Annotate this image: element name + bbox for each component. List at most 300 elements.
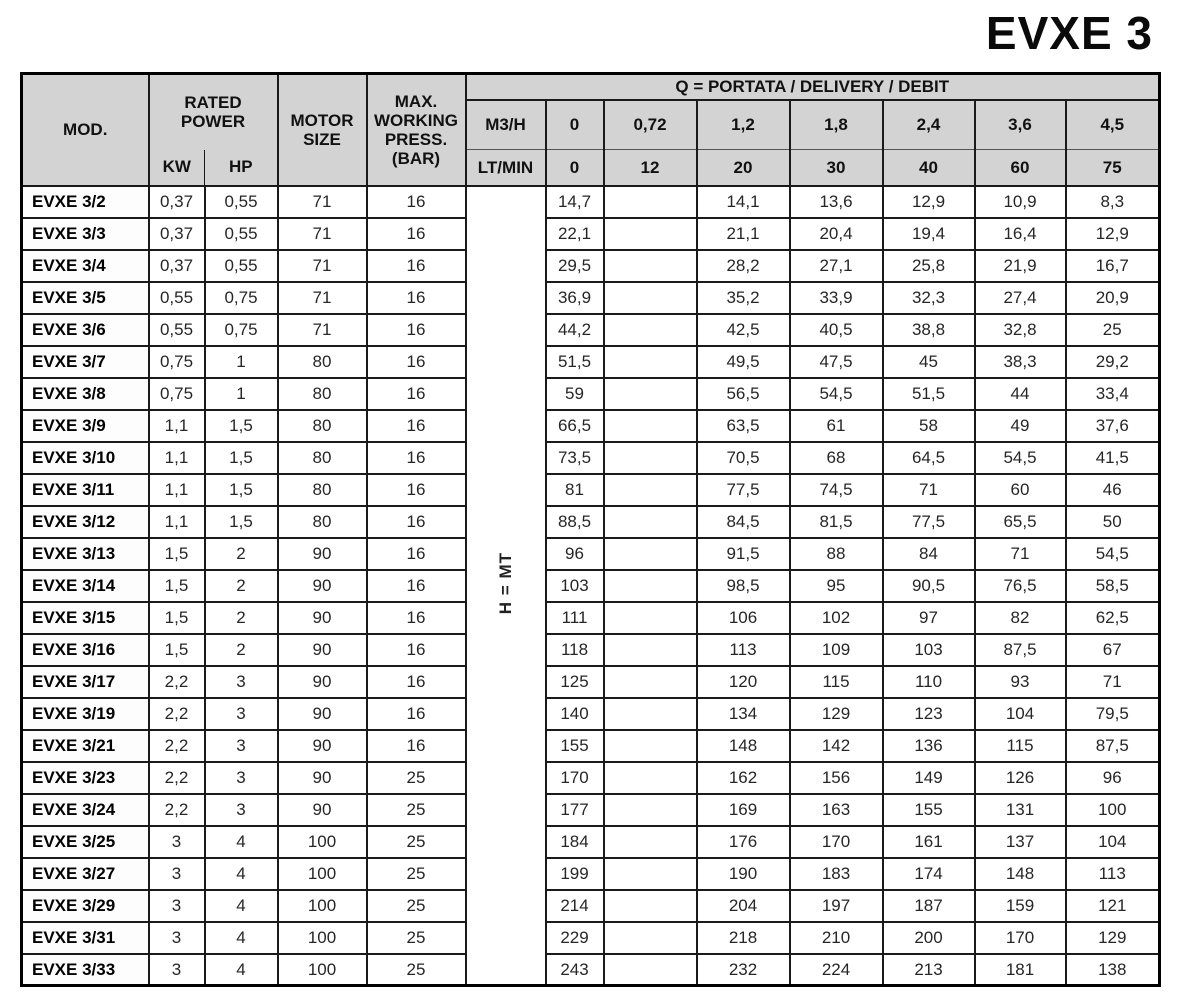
h-value-cell (604, 474, 697, 506)
max-press-cell: 16 (367, 474, 466, 506)
table-row (22, 346, 1160, 378)
model-cell: EVXE 3/5 (22, 282, 149, 314)
hp-cell: 1 (205, 346, 278, 378)
h-value-cell: 36,9 (546, 282, 604, 314)
h-value-cell: 199 (546, 858, 604, 890)
kw-cell: 1,1 (149, 506, 205, 538)
model-cell: EVXE 3/15 (22, 602, 149, 634)
h-value-cell: 197 (790, 890, 883, 922)
h-value-cell (604, 954, 697, 986)
col-header-motor-size: MOTOR SIZE (278, 74, 367, 186)
col-header-mod: MOD. (22, 74, 149, 186)
h-value-cell: 102 (790, 602, 883, 634)
max-press-cell: 16 (367, 282, 466, 314)
h-value-cell: 16,7 (1066, 250, 1160, 282)
max-press-cell: 25 (367, 762, 466, 794)
motor-size-cell: 90 (278, 538, 367, 570)
pump-data-table (20, 72, 1161, 987)
h-value-cell: 200 (883, 922, 975, 954)
h-value-cell (604, 794, 697, 826)
table-row (22, 698, 1160, 730)
model-cell: EVXE 3/33 (22, 954, 149, 986)
h-value-cell (604, 698, 697, 730)
ltmin-value-cell: 40 (883, 150, 975, 186)
m3h-value-cell: 0 (546, 100, 604, 150)
motor-size-cell: 71 (278, 186, 367, 218)
model-cell: EVXE 3/29 (22, 890, 149, 922)
page-title: EVXE 3 (985, 7, 1153, 59)
h-value-cell: 54,5 (975, 442, 1066, 474)
max-press-cell: 16 (367, 730, 466, 762)
h-value-cell: 129 (1066, 922, 1160, 954)
motor-size-cell: 90 (278, 794, 367, 826)
h-value-cell: 148 (697, 730, 790, 762)
table-row (22, 250, 1160, 282)
hp-cell: 4 (205, 922, 278, 954)
h-value-cell: 70,5 (697, 442, 790, 474)
h-value-cell (604, 410, 697, 442)
max-press-cell: 16 (367, 602, 466, 634)
h-value-cell: 214 (546, 890, 604, 922)
h-value-cell: 136 (883, 730, 975, 762)
motor-size-cell: 90 (278, 730, 367, 762)
h-value-cell: 95 (790, 570, 883, 602)
h-value-cell (604, 602, 697, 634)
h-value-cell: 73,5 (546, 442, 604, 474)
h-value-cell: 169 (697, 794, 790, 826)
kw-cell: 1,5 (149, 602, 205, 634)
model-cell: EVXE 3/9 (22, 410, 149, 442)
motor-size-cell: 80 (278, 378, 367, 410)
h-value-cell: 13,6 (790, 186, 883, 218)
ltmin-value-cell: 75 (1066, 150, 1160, 186)
kw-cell: 3 (149, 826, 205, 858)
ltmin-value-cell: 30 (790, 150, 883, 186)
h-value-cell: 49 (975, 410, 1066, 442)
h-value-cell: 162 (697, 762, 790, 794)
h-value-cell: 210 (790, 922, 883, 954)
col-header-q-title: Q = PORTATA / DELIVERY / DEBIT (466, 74, 1160, 100)
table-row (22, 314, 1160, 346)
h-value-cell: 51,5 (883, 378, 975, 410)
h-value-cell: 131 (975, 794, 1066, 826)
h-value-cell: 16,4 (975, 218, 1066, 250)
h-value-cell: 129 (790, 698, 883, 730)
hp-cell: 4 (205, 954, 278, 986)
h-unit-label: H = MT (495, 552, 515, 615)
max-press-cell: 16 (367, 506, 466, 538)
ltmin-value-cell: 0 (546, 150, 604, 186)
model-cell: EVXE 3/27 (22, 858, 149, 890)
h-value-cell: 45 (883, 346, 975, 378)
max-press-cell: 16 (367, 442, 466, 474)
h-value-cell (604, 762, 697, 794)
h-value-cell (604, 218, 697, 250)
h-value-cell: 12,9 (1066, 218, 1160, 250)
h-value-cell: 190 (697, 858, 790, 890)
h-value-cell: 155 (883, 794, 975, 826)
h-value-cell: 38,8 (883, 314, 975, 346)
h-value-cell: 115 (975, 730, 1066, 762)
header-row-ltmin (22, 150, 1160, 186)
h-value-cell: 25 (1066, 314, 1160, 346)
max-press-cell: 25 (367, 890, 466, 922)
h-value-cell: 51,5 (546, 346, 604, 378)
model-cell: EVXE 3/14 (22, 570, 149, 602)
hp-cell: 3 (205, 698, 278, 730)
motor-size-cell: 80 (278, 506, 367, 538)
max-press-cell: 16 (367, 346, 466, 378)
h-value-cell: 87,5 (975, 634, 1066, 666)
h-value-cell: 126 (975, 762, 1066, 794)
h-value-cell (604, 826, 697, 858)
h-value-cell (604, 282, 697, 314)
h-value-cell: 40,5 (790, 314, 883, 346)
h-value-cell: 58 (883, 410, 975, 442)
h-value-cell: 184 (546, 826, 604, 858)
motor-size-cell: 80 (278, 442, 367, 474)
motor-size-cell: 71 (278, 250, 367, 282)
kw-cell: 2,2 (149, 666, 205, 698)
h-value-cell: 142 (790, 730, 883, 762)
table-row (22, 570, 1160, 602)
h-value-cell: 170 (790, 826, 883, 858)
max-press-cell: 16 (367, 698, 466, 730)
h-value-cell: 98,5 (697, 570, 790, 602)
kw-cell: 1,1 (149, 410, 205, 442)
m3h-value-cell: 1,2 (697, 100, 790, 150)
h-value-cell: 93 (975, 666, 1066, 698)
h-value-cell: 33,9 (790, 282, 883, 314)
hp-cell: 2 (205, 538, 278, 570)
h-value-cell: 218 (697, 922, 790, 954)
h-value-cell: 91,5 (697, 538, 790, 570)
h-value-cell: 32,8 (975, 314, 1066, 346)
model-cell: EVXE 3/2 (22, 186, 149, 218)
h-value-cell: 115 (790, 666, 883, 698)
h-value-cell: 21,1 (697, 218, 790, 250)
hp-cell: 0,75 (205, 282, 278, 314)
h-value-cell (604, 890, 697, 922)
h-value-cell: 155 (546, 730, 604, 762)
hp-cell: 2 (205, 602, 278, 634)
hp-cell: 2 (205, 570, 278, 602)
h-value-cell: 19,4 (883, 218, 975, 250)
h-value-cell: 213 (883, 954, 975, 986)
h-value-cell: 61 (790, 410, 883, 442)
h-unit-cell (466, 186, 546, 986)
h-value-cell: 14,7 (546, 186, 604, 218)
h-value-cell: 96 (1066, 762, 1160, 794)
h-value-cell: 90,5 (883, 570, 975, 602)
hp-cell: 0,55 (205, 186, 278, 218)
table-row (22, 794, 1160, 826)
h-value-cell: 38,3 (975, 346, 1066, 378)
h-value-cell: 106 (697, 602, 790, 634)
model-cell: EVXE 3/23 (22, 762, 149, 794)
max-press-cell: 16 (367, 378, 466, 410)
max-press-cell: 16 (367, 250, 466, 282)
motor-size-cell: 90 (278, 762, 367, 794)
table-row (22, 922, 1160, 954)
h-value-cell: 33,4 (1066, 378, 1160, 410)
h-value-cell: 60 (975, 474, 1066, 506)
hp-cell: 4 (205, 890, 278, 922)
h-value-cell: 148 (975, 858, 1066, 890)
max-press-cell: 25 (367, 954, 466, 986)
h-value-cell: 170 (546, 762, 604, 794)
table-row (22, 474, 1160, 506)
h-value-cell: 204 (697, 890, 790, 922)
table-row (22, 378, 1160, 410)
m3h-value-cell: 3,6 (975, 100, 1066, 150)
h-value-cell (604, 346, 697, 378)
kw-cell: 3 (149, 922, 205, 954)
col-header-rated-power: RATED POWER (149, 74, 278, 150)
kw-cell: 0,75 (149, 346, 205, 378)
h-value-cell: 79,5 (1066, 698, 1160, 730)
table-header (22, 74, 1160, 186)
h-value-cell: 110 (883, 666, 975, 698)
h-value-cell: 71 (883, 474, 975, 506)
hp-cell: 3 (205, 794, 278, 826)
kw-cell: 2,2 (149, 762, 205, 794)
h-value-cell: 50 (1066, 506, 1160, 538)
model-cell: EVXE 3/10 (22, 442, 149, 474)
h-value-cell: 140 (546, 698, 604, 730)
model-cell: EVXE 3/17 (22, 666, 149, 698)
h-value-cell: 125 (546, 666, 604, 698)
model-cell: EVXE 3/12 (22, 506, 149, 538)
hp-cell: 4 (205, 858, 278, 890)
ltmin-value-cell: 60 (975, 150, 1066, 186)
hp-cell: 1,5 (205, 410, 278, 442)
h-value-cell: 62,5 (1066, 602, 1160, 634)
table-row (22, 954, 1160, 986)
max-press-cell: 16 (367, 218, 466, 250)
model-cell: EVXE 3/31 (22, 922, 149, 954)
kw-cell: 0,37 (149, 186, 205, 218)
h-value-cell: 103 (883, 634, 975, 666)
h-value-cell (604, 666, 697, 698)
h-value-cell: 27,4 (975, 282, 1066, 314)
motor-size-cell: 100 (278, 826, 367, 858)
m3h-label: M3/H (466, 100, 546, 150)
h-value-cell: 88 (790, 538, 883, 570)
h-value-cell: 8,3 (1066, 186, 1160, 218)
motor-size-cell: 80 (278, 346, 367, 378)
h-value-cell: 181 (975, 954, 1066, 986)
kw-cell: 3 (149, 890, 205, 922)
hp-cell: 0,55 (205, 250, 278, 282)
h-value-cell: 149 (883, 762, 975, 794)
h-value-cell: 96 (546, 538, 604, 570)
motor-size-cell: 100 (278, 890, 367, 922)
table-row (22, 538, 1160, 570)
h-value-cell: 47,5 (790, 346, 883, 378)
hp-cell: 1,5 (205, 442, 278, 474)
hp-cell: 4 (205, 826, 278, 858)
h-value-cell: 12,9 (883, 186, 975, 218)
kw-cell: 3 (149, 858, 205, 890)
h-value-cell: 100 (1066, 794, 1160, 826)
kw-cell: 3 (149, 954, 205, 986)
m3h-value-cell: 4,5 (1066, 100, 1160, 150)
h-value-cell: 84 (883, 538, 975, 570)
model-cell: EVXE 3/13 (22, 538, 149, 570)
m3h-value-cell: 0,72 (604, 100, 697, 150)
h-value-cell: 97 (883, 602, 975, 634)
motor-size-cell: 100 (278, 954, 367, 986)
kw-cell: 2,2 (149, 794, 205, 826)
hp-cell: 0,55 (205, 218, 278, 250)
h-value-cell: 44,2 (546, 314, 604, 346)
m3h-value-cell: 2,4 (883, 100, 975, 150)
kw-cell: 1,1 (149, 442, 205, 474)
motor-size-cell: 90 (278, 666, 367, 698)
hp-cell: 0,75 (205, 314, 278, 346)
h-value-cell: 77,5 (697, 474, 790, 506)
h-value-cell: 183 (790, 858, 883, 890)
h-value-cell: 21,9 (975, 250, 1066, 282)
h-value-cell: 161 (883, 826, 975, 858)
h-value-cell (604, 922, 697, 954)
h-value-cell: 25,8 (883, 250, 975, 282)
motor-size-cell: 80 (278, 474, 367, 506)
motor-size-cell: 71 (278, 218, 367, 250)
model-cell: EVXE 3/16 (22, 634, 149, 666)
h-value-cell: 177 (546, 794, 604, 826)
h-value-cell: 14,1 (697, 186, 790, 218)
table-row (22, 730, 1160, 762)
ltmin-label: LT/MIN (466, 150, 546, 186)
motor-size-cell: 100 (278, 922, 367, 954)
table-row (22, 602, 1160, 634)
h-value-cell: 59 (546, 378, 604, 410)
model-cell: EVXE 3/8 (22, 378, 149, 410)
h-value-cell: 229 (546, 922, 604, 954)
h-value-cell: 232 (697, 954, 790, 986)
hp-cell: 3 (205, 666, 278, 698)
h-value-cell: 113 (697, 634, 790, 666)
h-value-cell: 29,2 (1066, 346, 1160, 378)
h-value-cell: 163 (790, 794, 883, 826)
h-value-cell: 28,2 (697, 250, 790, 282)
h-value-cell (604, 538, 697, 570)
model-cell: EVXE 3/3 (22, 218, 149, 250)
h-value-cell: 37,6 (1066, 410, 1160, 442)
h-value-cell: 123 (883, 698, 975, 730)
table-row (22, 634, 1160, 666)
h-value-cell: 32,3 (883, 282, 975, 314)
h-value-cell (604, 570, 697, 602)
h-value-cell: 64,5 (883, 442, 975, 474)
kw-cell: 0,37 (149, 250, 205, 282)
table-row (22, 762, 1160, 794)
h-value-cell: 71 (975, 538, 1066, 570)
h-value-cell: 10,9 (975, 186, 1066, 218)
table-row (22, 442, 1160, 474)
model-cell: EVXE 3/19 (22, 698, 149, 730)
h-value-cell: 109 (790, 634, 883, 666)
h-value-cell (604, 442, 697, 474)
col-header-hp: HP (205, 150, 278, 186)
h-value-cell: 77,5 (883, 506, 975, 538)
h-value-cell: 174 (883, 858, 975, 890)
h-value-cell: 29,5 (546, 250, 604, 282)
h-value-cell: 87,5 (1066, 730, 1160, 762)
table-row (22, 890, 1160, 922)
h-value-cell: 156 (790, 762, 883, 794)
table-row (22, 186, 1160, 218)
h-value-cell: 134 (697, 698, 790, 730)
h-value-cell (604, 186, 697, 218)
kw-cell: 0,37 (149, 218, 205, 250)
h-value-cell: 113 (1066, 858, 1160, 890)
motor-size-cell: 71 (278, 282, 367, 314)
motor-size-cell: 71 (278, 314, 367, 346)
h-value-cell: 104 (975, 698, 1066, 730)
h-value-cell: 159 (975, 890, 1066, 922)
max-press-cell: 16 (367, 570, 466, 602)
max-press-cell: 16 (367, 666, 466, 698)
m3h-value-cell: 1,8 (790, 100, 883, 150)
motor-size-cell: 90 (278, 698, 367, 730)
kw-cell: 1,5 (149, 570, 205, 602)
kw-cell: 1,5 (149, 634, 205, 666)
max-press-cell: 25 (367, 858, 466, 890)
h-value-cell (604, 634, 697, 666)
motor-size-cell: 90 (278, 570, 367, 602)
motor-size-cell: 80 (278, 410, 367, 442)
col-header-max-working-press: MAX. WORKING PRESS. (BAR) (367, 74, 466, 186)
table-body (22, 186, 1160, 986)
h-value-cell: 66,5 (546, 410, 604, 442)
motor-size-cell: 100 (278, 858, 367, 890)
h-value-cell: 81 (546, 474, 604, 506)
h-value-cell: 42,5 (697, 314, 790, 346)
kw-cell: 2,2 (149, 730, 205, 762)
kw-cell: 1,5 (149, 538, 205, 570)
h-value-cell: 46 (1066, 474, 1160, 506)
kw-cell: 2,2 (149, 698, 205, 730)
h-value-cell: 54,5 (1066, 538, 1160, 570)
h-value-cell: 56,5 (697, 378, 790, 410)
hp-cell: 3 (205, 730, 278, 762)
h-value-cell: 243 (546, 954, 604, 986)
model-cell: EVXE 3/4 (22, 250, 149, 282)
kw-cell: 1,1 (149, 474, 205, 506)
h-value-cell: 187 (883, 890, 975, 922)
hp-cell: 1 (205, 378, 278, 410)
h-value-cell: 20,4 (790, 218, 883, 250)
h-value-cell (604, 250, 697, 282)
h-value-cell: 20,9 (1066, 282, 1160, 314)
hp-cell: 1,5 (205, 474, 278, 506)
h-value-cell: 44 (975, 378, 1066, 410)
h-value-cell: 49,5 (697, 346, 790, 378)
max-press-cell: 16 (367, 634, 466, 666)
model-cell: EVXE 3/11 (22, 474, 149, 506)
h-value-cell: 170 (975, 922, 1066, 954)
h-value-cell: 118 (546, 634, 604, 666)
max-press-cell: 16 (367, 410, 466, 442)
h-value-cell: 71 (1066, 666, 1160, 698)
h-value-cell: 111 (546, 602, 604, 634)
hp-cell: 1,5 (205, 506, 278, 538)
h-value-cell: 138 (1066, 954, 1160, 986)
h-value-cell: 137 (975, 826, 1066, 858)
